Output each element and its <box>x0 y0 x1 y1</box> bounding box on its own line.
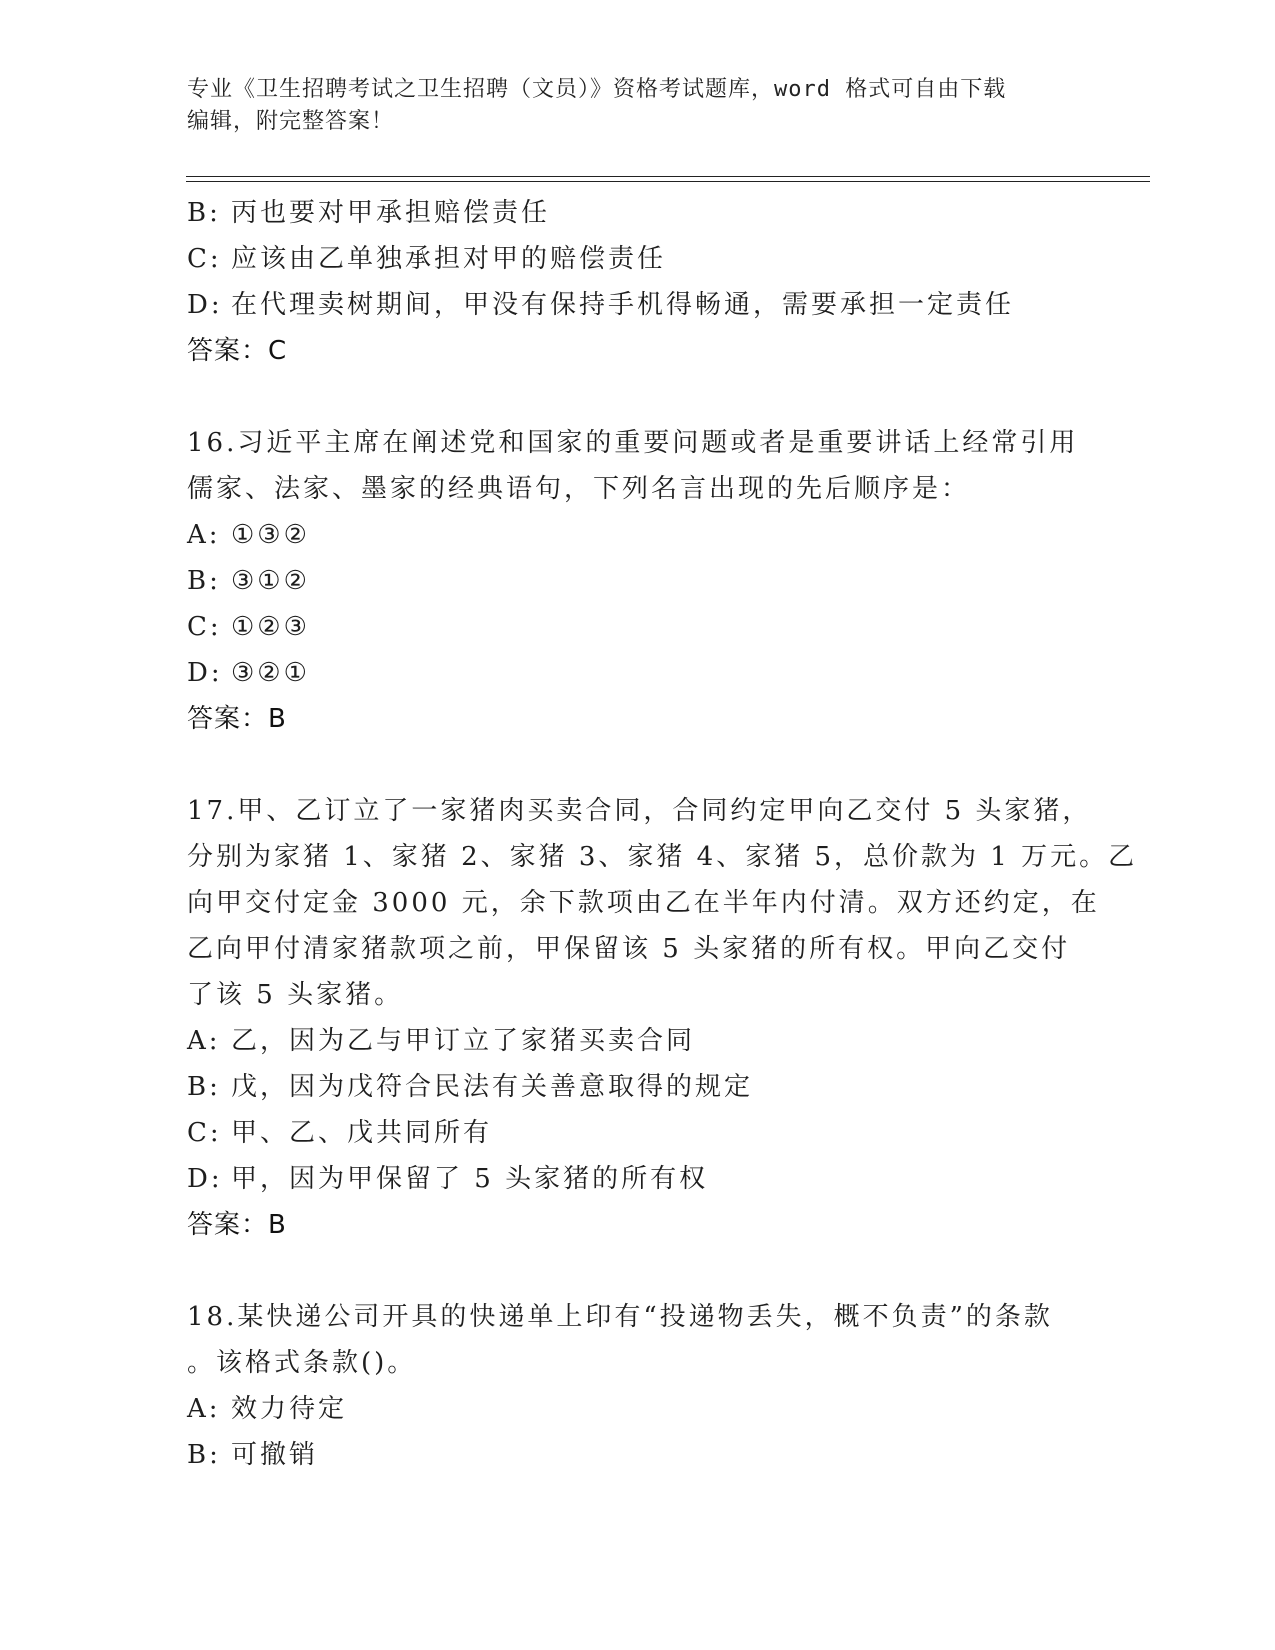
option-b: B: ③①② <box>187 566 310 596</box>
header-rule-bottom <box>186 181 1150 182</box>
option-c: C: 应该由乙单独承担对甲的赔偿责任 <box>187 244 667 274</box>
question-stem-line: 16.习近平主席在阐述党和国家的重要问题或者是重要讲话上经常引用 <box>187 428 1079 458</box>
option-d: D: ③②① <box>187 658 310 688</box>
question-stem-line: 了该 5 头家猪。 <box>187 980 404 1010</box>
question-stem-line: 18.某快递公司开具的快递单上印有“投递物丢失，概不负责”的条款 <box>187 1302 1053 1332</box>
question-stem-line: 17.甲、乙订立了一家猪肉买卖合同，合同约定甲向乙交付 5 头家猪， <box>187 796 1092 826</box>
question-18 <box>187 1294 1087 1478</box>
page-header <box>187 74 1087 138</box>
option-d: D: 在代理卖树期间，甲没有保持手机得畅通，需要承担一定责任 <box>187 290 1015 320</box>
answer-line: 答案：C <box>187 336 288 366</box>
header-line-2: 编辑，附完整答案！ <box>187 109 395 134</box>
option-d: D: 甲，因为甲保留了 5 头家猪的所有权 <box>187 1164 709 1194</box>
header-line-1: 专业《卫生招聘考试之卫生招聘（文员）》资格考试题库，word 格式可自由下载 <box>187 77 1007 102</box>
option-b: B: 可撤销 <box>187 1440 319 1470</box>
question-content <box>187 190 1138 1478</box>
option-b: B: 戊，因为戊符合民法有关善意取得的规定 <box>187 1072 754 1102</box>
answer-line: 答案：B <box>187 704 287 734</box>
header-rule-top <box>186 176 1150 177</box>
answer-line: 答案：B <box>187 1210 287 1240</box>
question-stem-line: 儒家、法家、墨家的经典语句，下列名言出现的先后顺序是： <box>187 474 971 504</box>
option-a: A: ①③② <box>187 520 310 550</box>
question-stem-line: 。该格式条款()。 <box>187 1348 417 1378</box>
option-b: B: 丙也要对甲承担赔偿责任 <box>187 198 551 228</box>
question-15 <box>187 190 1087 374</box>
option-c: C: ①②③ <box>187 612 310 642</box>
question-stem-line: 分别为家猪 1、家猪 2、家猪 3、家猪 4、家猪 5，总价款为 1 万元。乙 <box>187 842 1138 872</box>
question-16 <box>187 420 1087 742</box>
option-a: A: 乙，因为乙与甲订立了家猪买卖合同 <box>187 1026 696 1056</box>
question-stem-line: 乙向甲付清家猪款项之前，甲保留该 5 头家猪的所有权。甲向乙交付 <box>187 934 1071 964</box>
question-stem-line: 向甲交付定金 3000 元，余下款项由乙在半年内付清。双方还约定，在 <box>187 888 1100 918</box>
option-c: C: 甲、乙、戊共同所有 <box>187 1118 493 1148</box>
question-17 <box>187 788 1138 1248</box>
option-a: A: 效力待定 <box>187 1394 348 1424</box>
